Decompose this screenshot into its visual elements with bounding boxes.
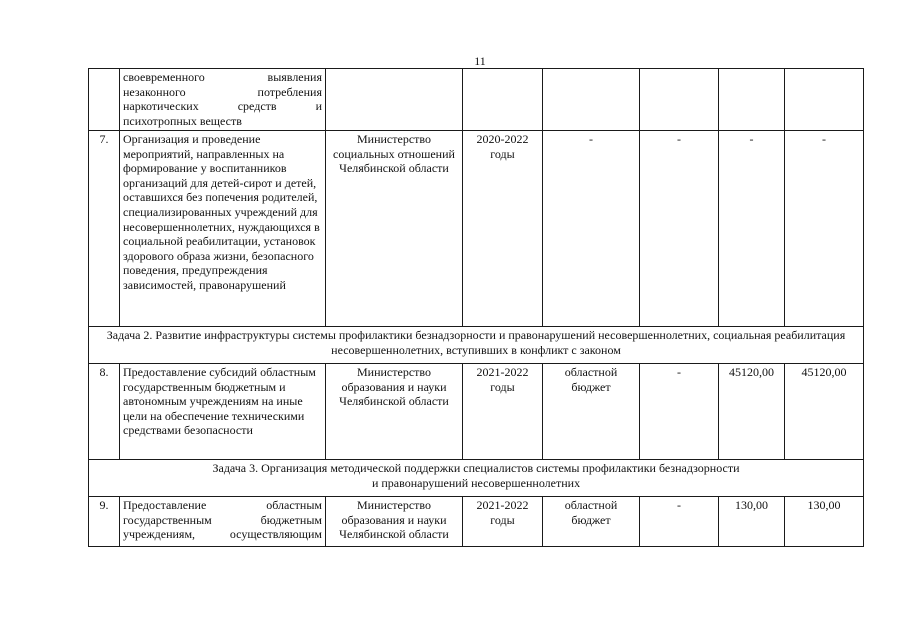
period-cell: 2021-2022 годы — [463, 364, 543, 460]
executor-cell: Министерство образования и науки Челябинской области — [326, 364, 463, 460]
value-cell: 45120,00 — [719, 364, 785, 460]
measure-line: государственным бюджетным — [123, 512, 322, 527]
number-cell: 7. — [89, 131, 120, 327]
value-cell: - — [640, 497, 719, 547]
number-cell — [89, 69, 120, 131]
task-row — [89, 327, 864, 364]
measure-line: Предоставление областным — [123, 498, 322, 512]
value-cell: - — [640, 364, 719, 460]
measure-cell — [120, 69, 326, 131]
measure-line: учреждениям, осуществляющим — [123, 527, 322, 542]
number-cell: 8. — [89, 364, 120, 460]
executor-cell — [326, 69, 463, 131]
task-heading — [89, 460, 864, 497]
table-row — [89, 131, 864, 327]
source-cell — [543, 69, 640, 131]
measures-table — [88, 68, 864, 547]
table-row — [89, 364, 864, 460]
period-cell: 2020-2022 годы — [463, 131, 543, 327]
total-cell: 130,00 — [785, 497, 864, 547]
value-cell: - — [719, 131, 785, 327]
measure-line: наркотических средств и — [123, 99, 322, 114]
total-cell: - — [785, 131, 864, 327]
measure-cell: Организация и проведение мероприятий, направленных на формирование у воспитанников организаций для детей-сирот и детей, оставшихся без попечения родителей, специализированных учреждений для несовершеннолетних, нуждающихся в социальной реабилитации, установок здорового образа жизни, безопасного поведения, предупреждения зависимостей, правонарушений — [120, 131, 326, 327]
period-cell — [463, 69, 543, 131]
page-number: 11 — [474, 54, 486, 68]
source-cell: областной бюджет — [543, 497, 640, 547]
task-heading-line: Задача 3. Организация методической поддержки специалистов системы профилактики безнадзорности — [212, 461, 740, 475]
value-cell: - — [640, 131, 719, 327]
number-cell: 9. — [89, 497, 120, 547]
table-row — [89, 497, 864, 547]
measure-line: своевременного выявления — [123, 70, 322, 84]
measure-cell — [120, 497, 326, 547]
value-cell: 130,00 — [719, 497, 785, 547]
measure-cell: Предоставление субсидий областным государственным бюджетным и автономным учреждениям на иные цели на обеспечение техническими средствами безопасности — [120, 364, 326, 460]
task-heading: Задача 2. Развитие инфраструктуры системы профилактики безнадзорности и правонарушений несовершеннолетних, социальная реабилитация несовершеннолетних, вступивших в конфликт с законом — [89, 327, 864, 364]
total-cell — [785, 69, 864, 131]
source-cell: областной бюджет — [543, 364, 640, 460]
task-heading-line: и правонарушений несовершеннолетних — [371, 475, 581, 490]
measure-line: психотропных веществ — [123, 113, 242, 128]
executor-cell: Министерство социальных отношений Челябинской области — [326, 131, 463, 327]
total-cell: 45120,00 — [785, 364, 864, 460]
measure-line: незаконного потребления — [123, 84, 322, 99]
task-row — [89, 460, 864, 497]
value-cell — [640, 69, 719, 131]
executor-cell: Министерство образования и науки Челябинской области — [326, 497, 463, 547]
value-cell — [719, 69, 785, 131]
period-cell: 2021-2022 годы — [463, 497, 543, 547]
source-cell: - — [543, 131, 640, 327]
table-row — [89, 69, 864, 131]
